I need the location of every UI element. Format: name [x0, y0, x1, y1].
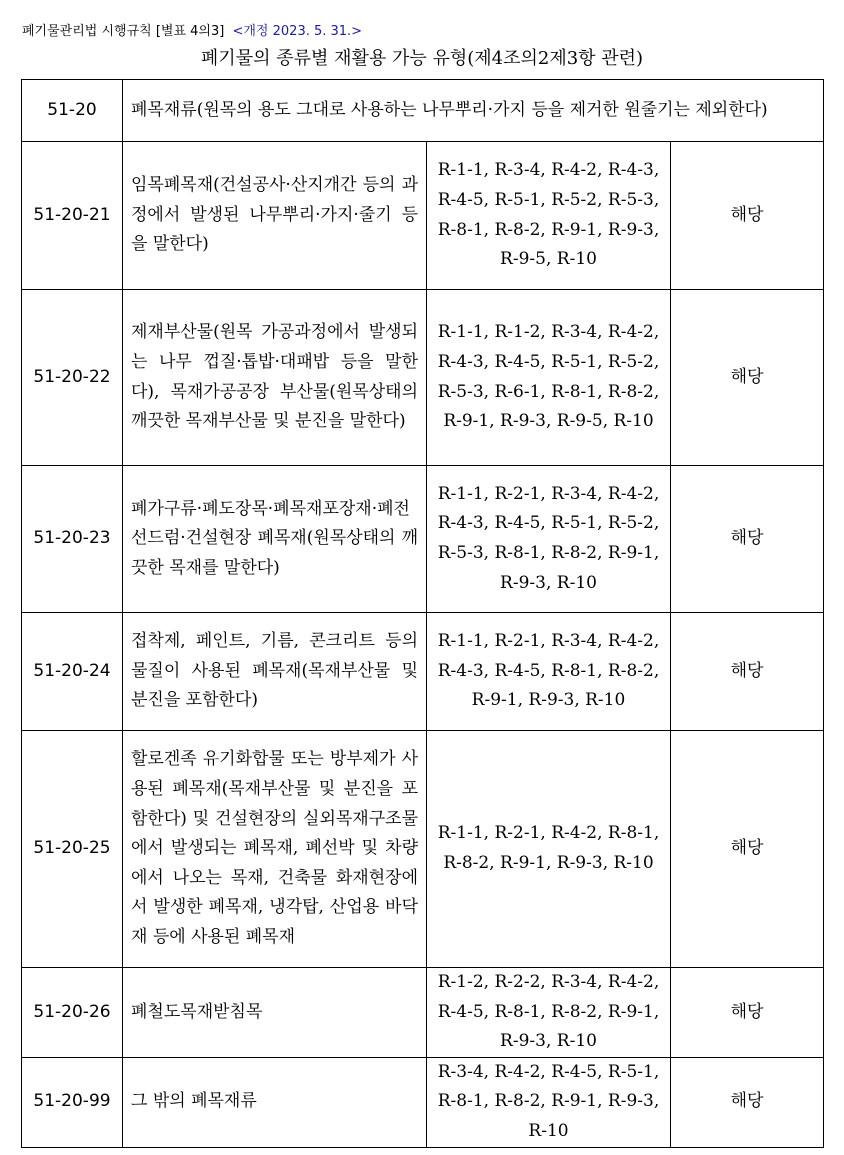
table-row	[22, 731, 824, 968]
document-title: 폐기물의 종류별 재활용 가능 유형(제4조의2제3항 관련)	[200, 48, 644, 69]
waste-code: 51-20-23	[22, 466, 123, 613]
applicability-status: 해당	[671, 613, 824, 731]
document-header	[22, 20, 362, 39]
recycling-methods: R-1-1, R-2-1, R-4-2, R-8-1, R-8-2, R-9-1, R-9-3, R-10	[427, 731, 671, 968]
waste-code: 51-20-99	[22, 1057, 123, 1147]
waste-code: 51-20-25	[22, 731, 123, 968]
waste-code: 51-20-24	[22, 613, 123, 731]
recycling-methods: R-1-2, R-2-2, R-3-4, R-4-2, R-4-5, R-8-1, R-8-2, R-9-1, R-9-3, R-10	[427, 968, 671, 1058]
waste-description: 할로겐족 유기화합물 또는 방부제가 사용된 폐목재(목재부산물 및 분진을 포함한다) 및 건설현장의 실외목재구조물에서 발생되는 폐목재, 폐선박 및 차량에서 나오는 목재, 건축물 화재현장에서 발생한 폐목재, 냉각탑, 산업용 바닥재 등에 사용된 폐목재	[123, 731, 427, 968]
recycling-methods: R-3-4, R-4-2, R-4-5, R-5-1, R-8-1, R-8-2, R-9-1, R-9-3, R-10	[427, 1057, 671, 1147]
waste-code: 51-20-26	[22, 968, 123, 1058]
applicability-status: 해당	[671, 731, 824, 968]
table-row	[22, 142, 824, 290]
applicability-status: 해당	[671, 142, 824, 290]
table-row	[22, 1057, 824, 1147]
table-row	[22, 613, 824, 731]
table-row	[22, 466, 824, 613]
applicability-status: 해당	[671, 968, 824, 1058]
waste-description: 폐가구류·폐도장목·폐목재포장재·폐전선드럼·건설현장 폐목재(원목상태의 깨끗한 목재를 말한다)	[123, 466, 427, 613]
category-code: 51-20	[22, 80, 123, 142]
waste-description: 임목폐목재(건설공사·산지개간 등의 과정에서 발생된 나무뿌리·가지·줄기 등을 말한다)	[123, 142, 427, 290]
applicability-status: 해당	[671, 1057, 824, 1147]
category-row	[22, 80, 824, 142]
recycling-methods: R-1-1, R-1-2, R-3-4, R-4-2, R-4-3, R-4-5, R-5-1, R-5-2, R-5-3, R-6-1, R-8-1, R-8-2, R-9-1, R-9-3, R-9-5, R-10	[427, 290, 671, 466]
recycling-methods: R-1-1, R-2-1, R-3-4, R-4-2, R-4-3, R-4-5, R-8-1, R-8-2, R-9-1, R-9-3, R-10	[427, 613, 671, 731]
waste-description: 폐철도목재받침목	[123, 968, 427, 1058]
table-row	[22, 968, 824, 1058]
table-row	[22, 290, 824, 466]
waste-description: 그 밖의 폐목재류	[123, 1057, 427, 1147]
applicability-status: 해당	[671, 290, 824, 466]
recycling-methods: R-1-1, R-3-4, R-4-2, R-4-3, R-4-5, R-5-1, R-5-2, R-5-3, R-8-1, R-8-2, R-9-1, R-9-3, R-9-5, R-10	[427, 142, 671, 290]
category-description: 폐목재류(원목의 용도 그대로 사용하는 나무뿌리·가지 등을 제거한 원줄기는 제외한다)	[123, 80, 824, 142]
revision-date: <개정 2023. 5. 31.>	[232, 24, 363, 39]
waste-code: 51-20-21	[22, 142, 123, 290]
waste-description: 접착제, 페인트, 기름, 콘크리트 등의 물질이 사용된 폐목재(목재부산물 및 분진을 포함한다)	[123, 613, 427, 731]
recycling-type-table	[21, 79, 824, 1148]
waste-description: 제재부산물(원목 가공과정에서 발생되는 나무 껍질·톱밥·대패밥 등을 말한다), 목재가공공장 부산물(원목상태의 깨끗한 목재부산물 및 분진을 말한다)	[123, 290, 427, 466]
law-reference: 폐기물관리법 시행규칙 [별표 4의3]	[22, 24, 225, 39]
recycling-methods: R-1-1, R-2-1, R-3-4, R-4-2, R-4-3, R-4-5, R-5-1, R-5-2, R-5-3, R-8-1, R-8-2, R-9-1, R-9-3, R-10	[427, 466, 671, 613]
applicability-status: 해당	[671, 466, 824, 613]
waste-code: 51-20-22	[22, 290, 123, 466]
